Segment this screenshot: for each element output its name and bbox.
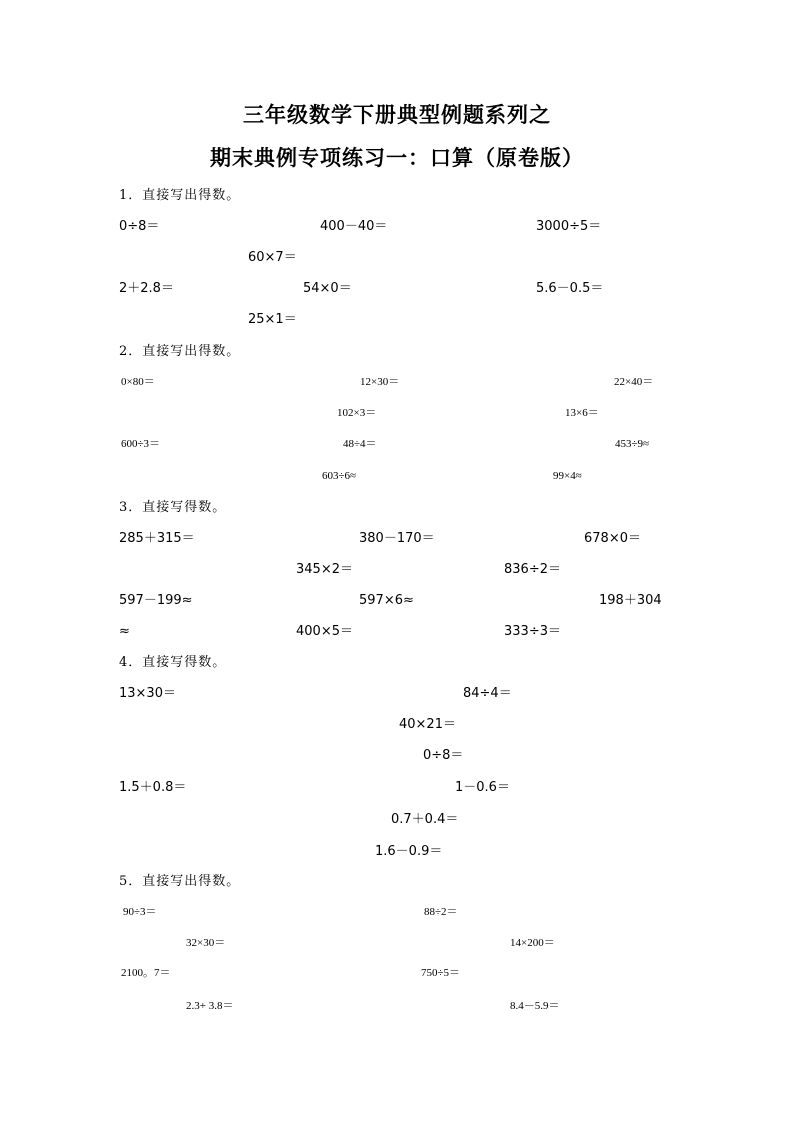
- question-4-heading: 4．直接写得数。: [119, 655, 227, 670]
- question-1-heading: 1．直接写出得数。: [119, 188, 241, 203]
- q2-item: 0×80＝: [121, 376, 155, 388]
- q3-item: 285＋315＝: [119, 531, 195, 546]
- q4-item: 1.5＋0.8＝: [119, 780, 187, 795]
- q2-item: 22×40＝: [614, 376, 654, 388]
- page-subtitle: 期末典例专项练习一：口算（原卷版）: [210, 146, 584, 170]
- page-title: 三年级数学下册典型例题系列之: [243, 103, 551, 127]
- q5-item: 32×30＝: [186, 937, 226, 949]
- q4-item: 0÷8＝: [423, 748, 464, 763]
- q5-item: 2.3+ 3.8＝: [186, 1000, 234, 1012]
- q3-item: 400×5＝: [296, 624, 353, 639]
- q3-item: ≈: [119, 624, 130, 639]
- q3-item: 198＋304: [599, 593, 662, 608]
- q2-item: 48÷4＝: [343, 438, 377, 450]
- q2-item: 603÷6≈: [322, 470, 357, 482]
- q1-item: 3000÷5＝: [536, 219, 602, 234]
- q1-item: 54×0＝: [303, 281, 352, 296]
- q3-item: 597－199≈: [119, 593, 193, 608]
- q1-item: 400－40＝: [320, 219, 388, 234]
- q5-item: 750÷5＝: [421, 967, 461, 979]
- q2-item: 99×4≈: [553, 470, 582, 482]
- q1-item: 60×7＝: [248, 250, 297, 265]
- q5-item: 90÷3＝: [123, 906, 157, 918]
- q5-item: 88÷2＝: [424, 906, 458, 918]
- q4-item: 0.7＋0.4＝: [391, 812, 459, 827]
- q1-item: 5.6－0.5＝: [536, 281, 604, 296]
- q2-item: 600÷3＝: [121, 438, 161, 450]
- q1-item: 2＋2.8＝: [119, 281, 174, 296]
- q4-item: 40×21＝: [399, 717, 456, 732]
- q5-item: 8.4－5.9＝: [510, 1000, 560, 1012]
- q4-item: 1－0.6＝: [455, 780, 510, 795]
- q3-item: 380－170＝: [359, 531, 435, 546]
- q1-item: 25×1＝: [248, 312, 297, 327]
- q4-item: 84÷4＝: [463, 686, 512, 701]
- q4-item: 13×30＝: [119, 686, 176, 701]
- q5-item: 2100。7＝: [121, 967, 171, 979]
- q4-item: 1.6－0.9＝: [375, 844, 443, 859]
- question-2-heading: 2．直接写出得数。: [119, 344, 241, 359]
- q3-item: 345×2＝: [296, 562, 353, 577]
- q3-item: 836÷2＝: [504, 562, 561, 577]
- q2-item: 453÷9≈: [615, 438, 650, 450]
- question-5-heading: 5．直接写出得数。: [119, 874, 241, 889]
- q3-item: 597×6≈: [359, 593, 414, 608]
- q2-item: 102×3＝: [337, 407, 377, 419]
- q2-item: 13×6＝: [565, 407, 599, 419]
- q5-item: 14×200＝: [510, 937, 555, 949]
- q3-item: 678×0＝: [584, 531, 641, 546]
- q1-item: 0÷8＝: [119, 219, 160, 234]
- q3-item: 333÷3＝: [504, 624, 561, 639]
- question-3-heading: 3．直接写得数。: [119, 500, 227, 515]
- q2-item: 12×30＝: [360, 376, 400, 388]
